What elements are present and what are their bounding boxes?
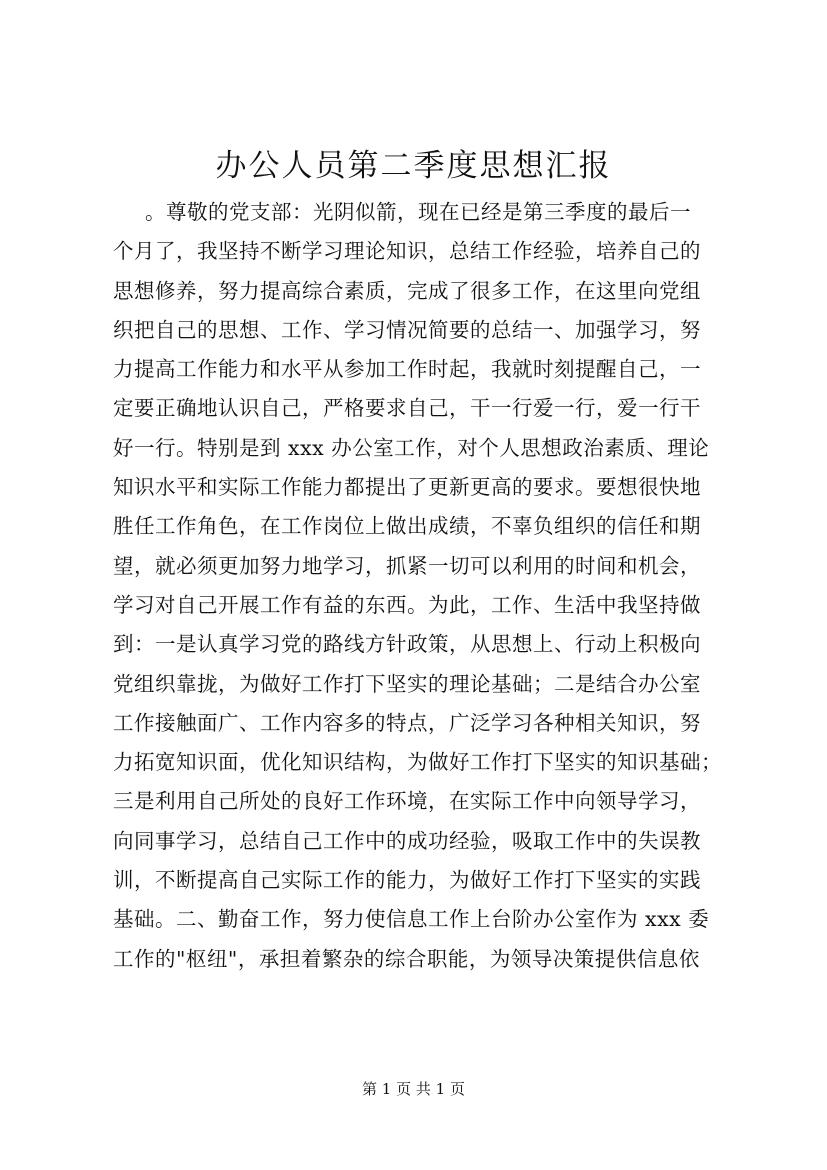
body-line: 力提高工作能力和水平从参加工作时起，我就时刻提醒自己，一 [113, 357, 701, 382]
body-line: 好一行。特别是到 xxx 办公室工作，对个人思想政治素质、理论 [113, 435, 710, 460]
page-number-footer: 第 1 页 共 1 页 [362, 1080, 465, 1098]
body-line: 学习对自己开展工作有益的东西。为此，工作、生活中我坚持做 [113, 592, 701, 617]
body-line: 党组织靠拢，为做好工作打下坚实的理论基础；二是结合办公室 [113, 671, 701, 696]
body-line: 三是利用自己所处的良好工作环境，在实际工作中向领导学习， [113, 789, 701, 814]
body-line: 工作接触面广、工作内容多的特点，广泛学习各种相关知识，努 [113, 710, 701, 735]
body-line: 望，就必须更加努力地学习，抓紧一切可以利用的时间和机会， [113, 553, 701, 578]
body-line: 训，不断提高自己实际工作的能力，为做好工作打下坚实的实践 [113, 868, 701, 893]
body-line: 知识水平和实际工作能力都提出了更新更高的要求。要想很快地 [113, 475, 701, 500]
body-line: 胜任工作角色，在工作岗位上做出成绩，不辜负组织的信任和期 [113, 514, 701, 539]
document-title: 办公人员第二季度思想汇报 [215, 148, 612, 184]
document-body [113, 193, 722, 979]
body-line: 定要正确地认识自己，严格要求自己，干一行爱一行，爱一行干 [113, 396, 701, 421]
body-line: 。尊敬的党支部：光阴似箭，现在已经是第三季度的最后一 [145, 200, 691, 224]
body-line: 个月了，我坚持不断学习理论知识，总结工作经验，培养自己的 [113, 239, 701, 264]
body-line: 基础。二、勤奋工作，努力使信息工作上台阶办公室作为 xxx 委 [113, 907, 710, 932]
body-line: 向同事学习，总结自己工作中的成功经验，吸取工作中的失误教 [113, 828, 701, 853]
body-line: 工作的"枢纽"，承担着繁杂的综合职能，为领导决策提供信息依 [113, 946, 700, 971]
body-line: 织把自己的思想、工作、学习情况简要的总结一、加强学习，努 [113, 317, 701, 342]
body-line: 思想修养，努力提高综合素质，完成了很多工作，在这里向党组 [113, 278, 701, 303]
body-line: 力拓宽知识面，优化知识结构，为做好工作打下坚实的知识基础； [113, 750, 722, 775]
body-line: 到：一是认真学习党的路线方针政策，从思想上、行动上积极向 [113, 632, 701, 657]
